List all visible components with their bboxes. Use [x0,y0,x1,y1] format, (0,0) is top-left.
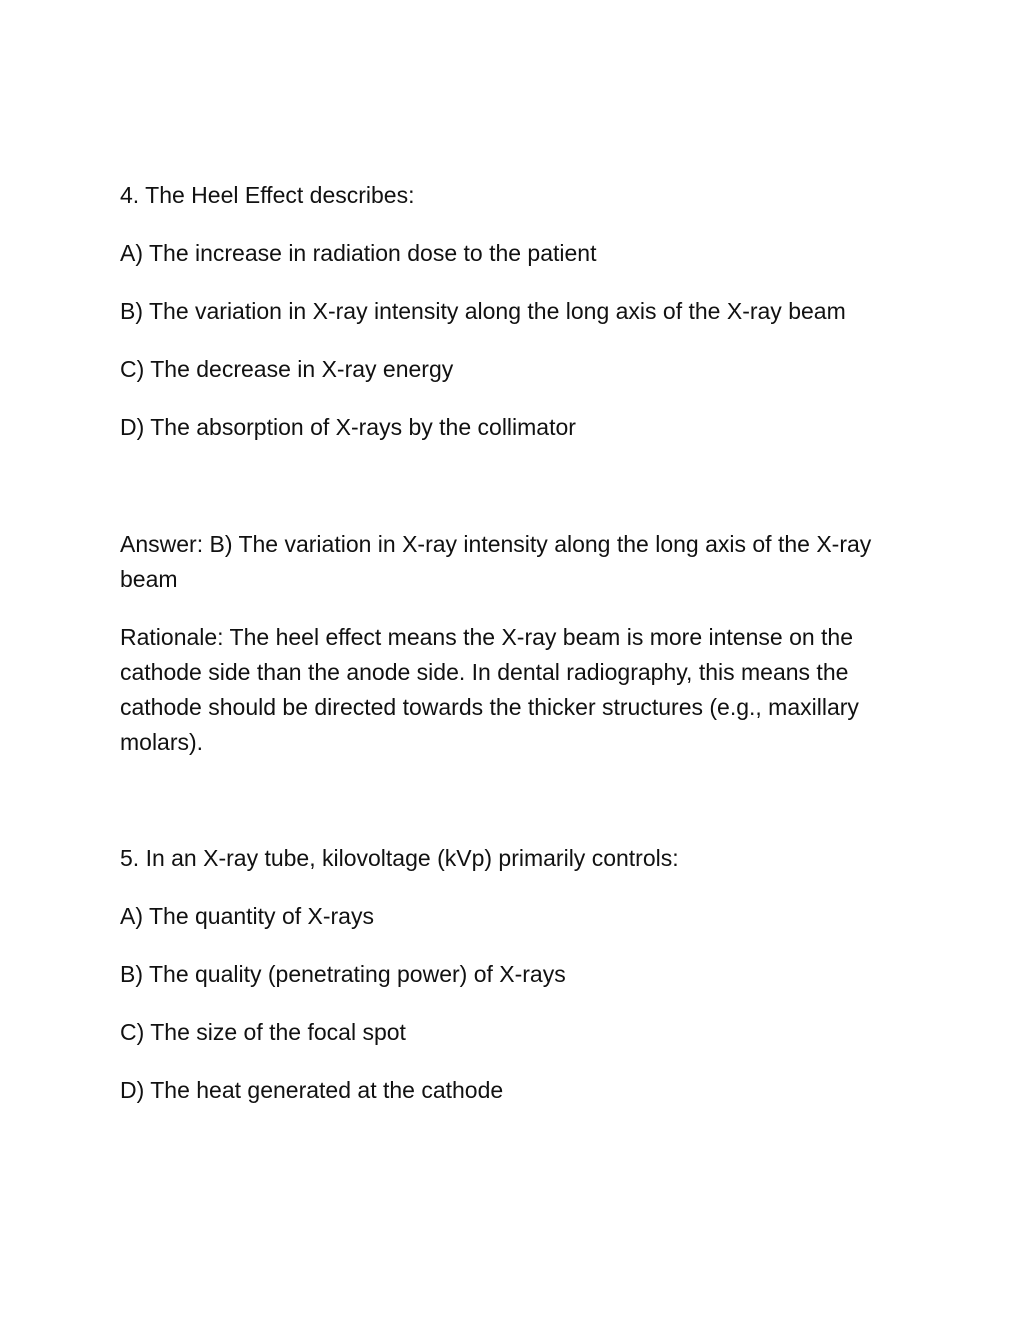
option-d: D) The absorption of X-rays by the collimator [120,414,576,440]
rationale-text: Rationale: The heel effect means the X-ray beam is more intense on the cathode side than the anode side. In dental radiography, this means the cathode should be directed towards the thicker structures (e.g., maxillary molars). [120,624,859,755]
question-stem: 4. The Heel Effect describes: [120,182,415,208]
answer-text: Answer: B) The variation in X-ray intensity along the long axis of the X-ray beam [120,531,872,592]
question-5 [120,841,920,1108]
page-content [120,178,920,1108]
option-b: B) The variation in X-ray intensity along the long axis of the X-ray beam [120,298,846,324]
option-a: A) The quantity of X-rays [120,903,374,929]
question-stem: 5. In an X-ray tube, kilovoltage (kVp) primarily controls: [120,845,679,871]
option-a: A) The increase in radiation dose to the patient [120,240,597,266]
question-4 [120,178,920,760]
option-b: B) The quality (penetrating power) of X-rays [120,961,566,987]
option-c: C) The size of the focal spot [120,1019,406,1045]
option-c: C) The decrease in X-ray energy [120,356,454,382]
option-d: D) The heat generated at the cathode [120,1077,504,1103]
